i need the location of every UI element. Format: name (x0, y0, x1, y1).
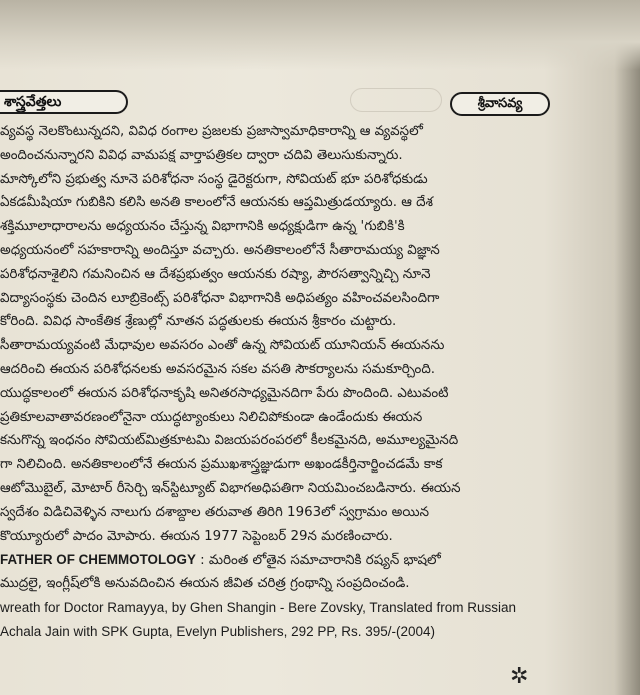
reference-line-1: wreath for Doctor Ramayya, by Ghen Shangin - Bere Zovsky, Translated from Russian (0, 599, 516, 615)
closing-line-1 (0, 548, 556, 572)
closing-line-1-rest: : మరింత లోతైన సమాచారానికి రష్యన్ భాషలో (195, 553, 441, 569)
closing-line-2: ముద్రలై, ఇంగ్లీష్‌లోకి అనువదించిన ఈయన జీవిత చరిత్ర గ్రంథాన్ని సంప్రదించండి. (0, 576, 410, 592)
text-line: పరిశోధనాశైలిని గమనించిన ఆ దేశప్రభుత్వం ఆయనకు రష్యా, పౌరసత్వాన్నిచ్చి నూనె (0, 266, 431, 282)
text-line: ఆటోమొబైల్, మోటార్ రీసెర్చి ఇన్‌స్టిట్యూట్ విభాగఅధిపతిగా నియమించబడినారు. ఈయన (0, 480, 461, 496)
section-title-left: శాస్త్రవేత్తలు (0, 90, 128, 114)
text-line: కోరింది. వివిధ సాంకేతిక శ్రేణుల్లో నూతన పద్ధతులకు ఈయన శ్రీకారం చుట్టారు. (0, 314, 397, 330)
article-body (0, 120, 556, 644)
text-line: మాస్కోలోని ప్రభుత్వ నూనె పరిశోధనా సంస్థ డైరెక్టరుగా, సోవియట్ భూ పరిశోధకుడు (0, 171, 428, 187)
text-line: స్వదేశం విడిచివెళ్ళిన నాలుగు దశాబ్దాల తరువాత తిరిగి 1963లో స్వగ్రామం అయిన (0, 504, 430, 520)
reference-line-2: Achala Jain with SPK Gupta, Evelyn Publishers, 292 PP, Rs. 395/-(2004) (0, 623, 435, 639)
text-line: విద్యాసంస్థకు చెందిన లూబ్రికెంట్స్ పరిశోధనా విభాగానికి అధిపత్యం వహించవలసిందిగా (0, 290, 440, 306)
text-line: ఏకడమీషియా గుబికిని కలిసి అనతి కాలంలోనే ఆయనకు ఆప్తమిత్రుడయ్యారు. ఆ దేశ (0, 195, 433, 211)
text-line: సీతారామయ్యవంటి మేధావుల అవసరం ఎంతో ఉన్న సోవియట్ యూనియన్ ఈయనను (0, 338, 445, 354)
text-line: వ్యవస్థ నెలకొంటున్నదని, వివిధ రంగాల ప్రజలకు ప్రజాస్వామాధికారాన్ని ఆ వ్యవస్థలో (0, 124, 423, 139)
star-ornament-icon: ✲ (510, 664, 529, 689)
text-line: కనుగొన్న ఇంధనం సోవియట్‌మిత్రకూటమి విజయపరంపరలో కీలకమైనది, అమూల్యమైనది (0, 433, 459, 449)
text-line: ప్రతికూలవాతావరణంలోనైనా యుద్ధట్యాంకులు నిలిచిపోకుండా ఉండేందుకు ఈయన (0, 409, 423, 425)
author-name-badge: శ్రీవాసవ్య (450, 92, 550, 116)
text-line: యుద్ధకాలంలో ఈయన పరిశోధనాకృషి అనితరసాధ్యమైనదిగా పేరు పొందింది. ఎటువంటి (0, 385, 449, 401)
page-top-shadow (0, 0, 640, 70)
text-line: ఆదరించి ఈయన పరిశోధనలకు అవసరమైన సకల వసతి సౌకర్యాలను సమకూర్చింది. (0, 361, 436, 377)
closing-title: FATHER OF CHEMMOTOLOGY (0, 552, 196, 568)
text-line: గా నిలిచింది. అనతికాలంలోనే ఈయన ప్రముఖశాస్త్రజ్ఞుడుగా అఖండకీర్తినార్జించడమే కాక (0, 457, 443, 473)
text-line: శక్తిమూలాధారాలను అధ్యయనం చేస్తున్న విభాగానికి అధ్యక్షుడిగా ఉన్న 'గుబికి'కి (0, 219, 405, 235)
text-line: అధ్యయనంలో సహకారాన్ని అందిస్తూ వచ్చారు. అనతికాలంలోనే సీతారామయ్య విజ్ఞాన (0, 242, 440, 258)
text-line: అందించనున్నారని వివిధ వామపక్ష వార్తాపత్రికల ద్వారా చదివి తెలుసుకున్నారు. (0, 147, 403, 163)
faded-header-box (350, 88, 442, 112)
text-line: కొయ్యూరులో పాదం మోపారు. ఈయన 1977 సెప్టెంబర్ 29న మరణించారు. (0, 528, 393, 544)
